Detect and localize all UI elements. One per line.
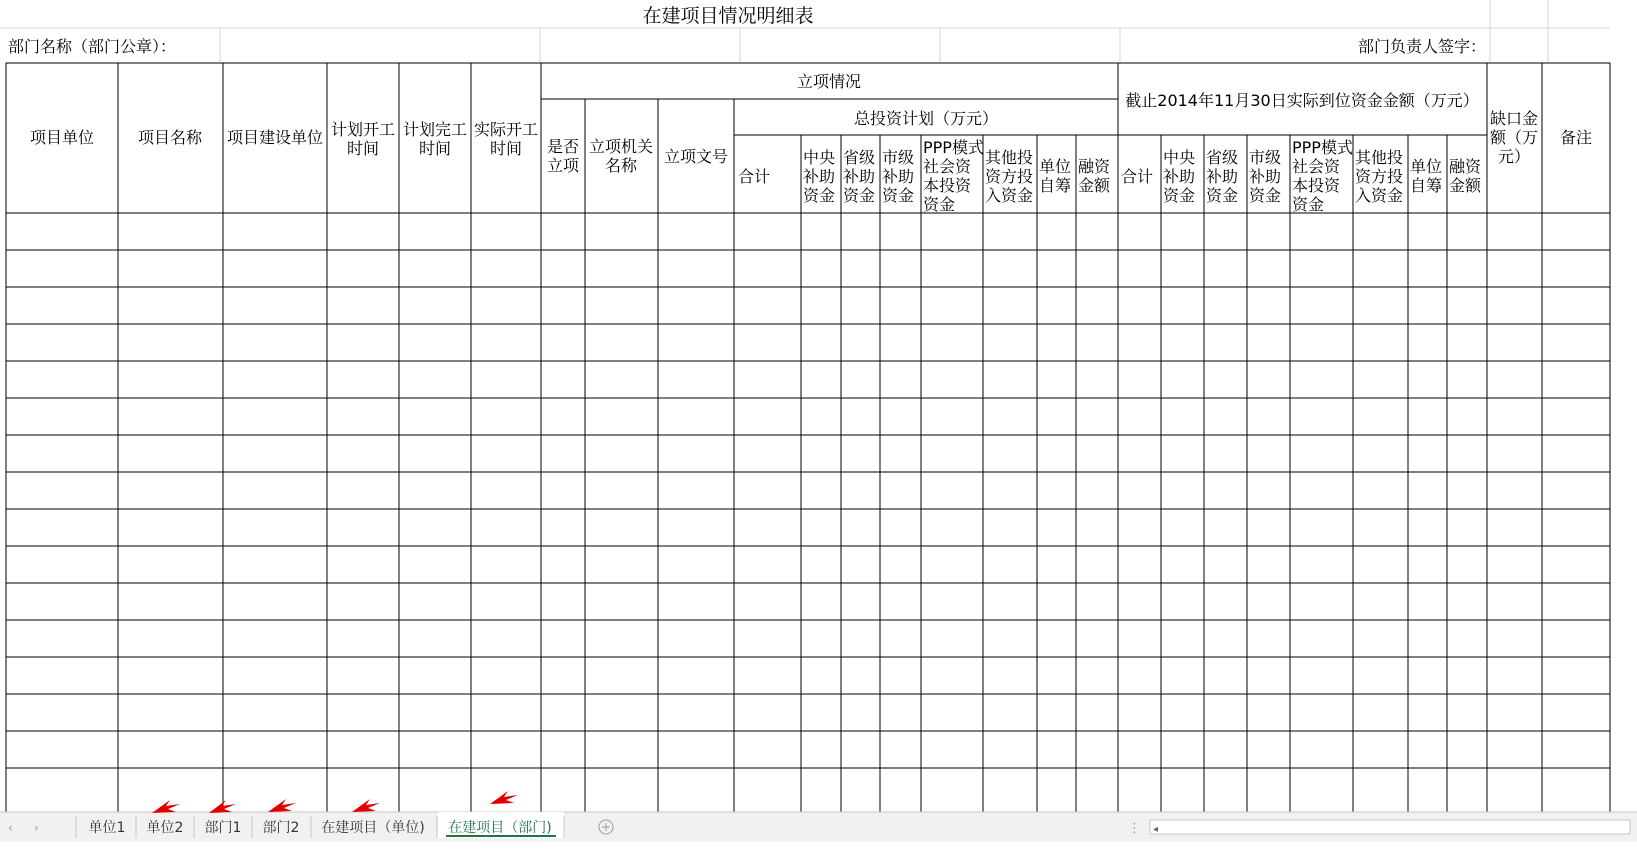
header-approval-doc: 立项文号 xyxy=(663,147,729,166)
header-authority-1: 立项机关 xyxy=(588,137,654,156)
header-municipal-b2: 补助 xyxy=(1249,167,1282,186)
tab-dept1[interactable] xyxy=(205,820,242,836)
header-authority-2: 名称 xyxy=(604,156,638,175)
tab-projects-dept[interactable] xyxy=(438,812,564,838)
header-funding-group: 截止2014年11月30日实际到位资金金额（万元） xyxy=(1125,91,1479,110)
header-central-b1: 中央 xyxy=(1163,148,1196,167)
tab-unit1[interactable] xyxy=(89,820,126,836)
header-central-3: 资金 xyxy=(803,186,836,205)
tab-projects-dept-label: 在建项目（部门) xyxy=(448,820,552,836)
tab-dept2-label: 部门2 xyxy=(262,820,300,836)
header-municipal-3: 资金 xyxy=(882,186,915,205)
header-planned-finish-1: 计划完工 xyxy=(402,120,468,139)
header-provincial-2: 补助 xyxy=(843,167,876,186)
header-ppp-b4: 资金 xyxy=(1292,195,1325,214)
header-gap-3: 元） xyxy=(1497,147,1531,166)
header-finance-2: 金额 xyxy=(1078,176,1111,195)
header-other-b1: 其他投 xyxy=(1355,148,1404,167)
header-municipal-b1: 市级 xyxy=(1249,148,1282,167)
header-provincial-b2: 补助 xyxy=(1206,167,1239,186)
header-actual-start-2: 时间 xyxy=(489,139,523,158)
header-ppp-1: PPP模式 xyxy=(923,138,984,157)
sheet-tab-bar xyxy=(0,812,1637,842)
header-other-2: 资方投 xyxy=(985,167,1034,186)
header-ppp-4: 资金 xyxy=(923,195,956,214)
header-provincial-b3: 资金 xyxy=(1206,186,1239,205)
header-project-name: 项目名称 xyxy=(137,128,203,147)
tab-dept2[interactable] xyxy=(263,820,300,836)
header-ppp-3: 本投资 xyxy=(923,176,972,195)
more-options-icon[interactable]: ⋮ xyxy=(1128,821,1141,836)
header-actual-start-1: 实际开工 xyxy=(473,120,539,139)
header-municipal-b3: 资金 xyxy=(1249,186,1282,205)
tab-projects-unit[interactable] xyxy=(321,819,424,836)
header-construction-unit: 项目建设单位 xyxy=(226,128,324,147)
header-central-2: 补助 xyxy=(803,167,836,186)
header-other-3: 入资金 xyxy=(985,186,1034,205)
next-sheet-icon[interactable]: › xyxy=(34,821,39,835)
header-other-1: 其他投 xyxy=(985,148,1034,167)
prev-sheet-icon[interactable]: ‹ xyxy=(8,821,13,835)
tab-dept1-label: 部门1 xyxy=(204,820,242,836)
tab-unit2[interactable] xyxy=(147,820,184,836)
header-ppp-2: 社会资 xyxy=(923,157,972,176)
table-headers xyxy=(30,72,1592,214)
dept-name-label: 部门名称（部门公章）： xyxy=(8,37,177,56)
header-gap-1: 缺口金 xyxy=(1489,109,1539,128)
header-finance-b1: 融资 xyxy=(1449,157,1482,176)
tab-projects-unit-label: 在建项目（单位) xyxy=(321,820,425,836)
sheet-title: 在建项目情况明细表 xyxy=(642,5,814,27)
head-sign-label: 部门负责人签字： xyxy=(1358,37,1487,56)
header-self-b2: 自筹 xyxy=(1410,176,1443,195)
header-finance-1: 融资 xyxy=(1078,157,1111,176)
header-approval-group: 立项情况 xyxy=(796,72,862,91)
horizontal-scrollbar[interactable] xyxy=(1150,820,1630,834)
header-municipal-1: 市级 xyxy=(882,148,915,167)
header-finance-b2: 金额 xyxy=(1449,176,1482,195)
tab-unit1-label: 单位1 xyxy=(88,820,126,836)
header-central-1: 中央 xyxy=(803,148,836,167)
header-planned-start-1: 计划开工 xyxy=(330,120,396,139)
header-remarks: 备注 xyxy=(1559,128,1593,147)
header-ppp-b1: PPP模式 xyxy=(1292,138,1353,157)
tab-unit2-label: 单位2 xyxy=(146,820,184,836)
scroll-left-icon[interactable]: ◂ xyxy=(1153,824,1159,835)
header-municipal-2: 补助 xyxy=(882,167,915,186)
header-other-b3: 入资金 xyxy=(1355,186,1404,205)
header-self-1: 单位 xyxy=(1039,157,1072,176)
header-central-b2: 补助 xyxy=(1163,167,1196,186)
header-ppp-b2: 社会资 xyxy=(1292,157,1341,176)
header-ppp-b3: 本投资 xyxy=(1292,176,1341,195)
annotation-arrows xyxy=(152,791,518,813)
header-provincial-1: 省级 xyxy=(843,148,876,167)
header-project-unit: 项目单位 xyxy=(29,128,95,147)
header-planned-finish-2: 时间 xyxy=(418,139,452,158)
header-approved-1: 是否 xyxy=(546,137,580,156)
header-total: 合计 xyxy=(738,167,771,186)
header-planned-start-2: 时间 xyxy=(346,139,380,158)
header-gap-2: 额（万 xyxy=(1489,128,1539,147)
header-other-b2: 资方投 xyxy=(1355,167,1404,186)
header-provincial-b1: 省级 xyxy=(1206,148,1239,167)
header-central-b3: 资金 xyxy=(1163,186,1196,205)
red-arrow-icon xyxy=(352,799,380,812)
red-arrow-icon xyxy=(152,800,180,813)
header-total-2: 合计 xyxy=(1121,167,1154,186)
header-self-2: 自筹 xyxy=(1039,176,1072,195)
header-provincial-3: 资金 xyxy=(843,186,876,205)
red-arrow-icon xyxy=(268,799,296,812)
header-self-b1: 单位 xyxy=(1410,157,1443,176)
red-arrow-icon xyxy=(490,791,518,804)
header-approved-2: 立项 xyxy=(546,156,580,175)
header-investment-plan: 总投资计划（万元） xyxy=(853,109,999,128)
